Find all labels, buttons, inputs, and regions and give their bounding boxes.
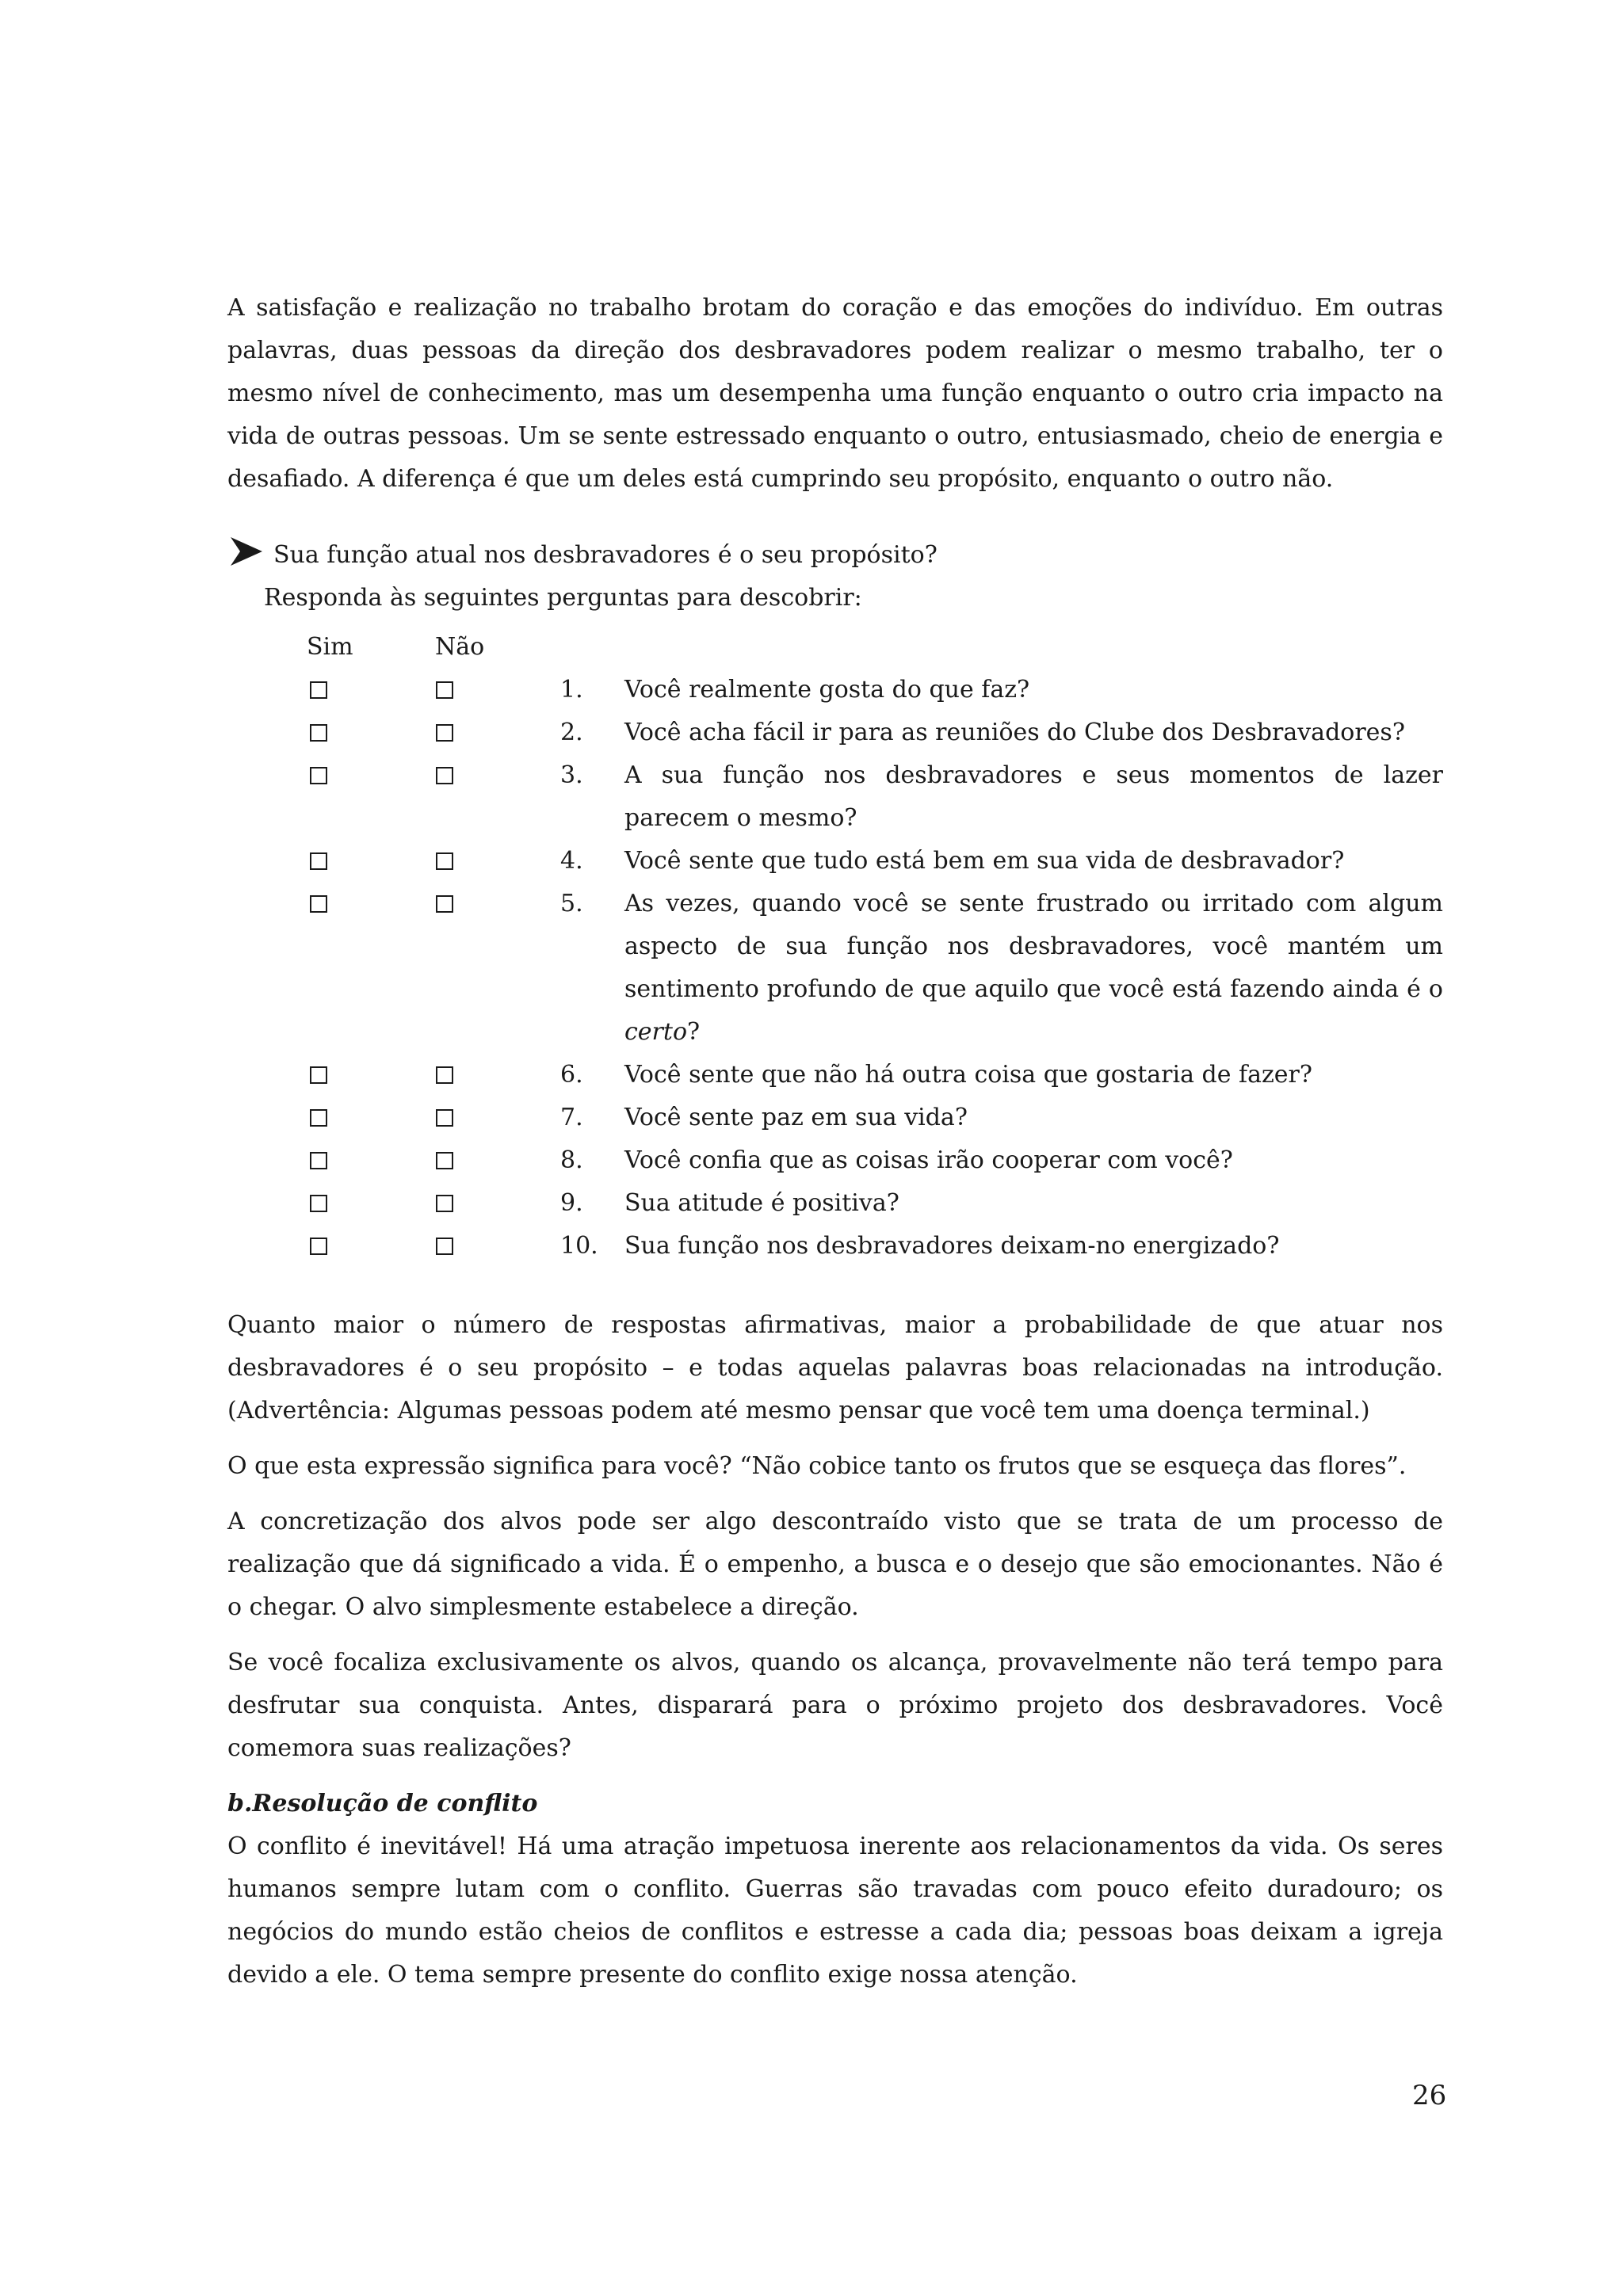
question-number: 9. — [560, 1189, 583, 1217]
question-row — [227, 840, 1443, 883]
checkbox-nao[interactable] — [436, 767, 453, 784]
checkbox-nao[interactable] — [436, 1066, 453, 1084]
question-row — [227, 1225, 1443, 1268]
achievements-paragraph: Se você focaliza exclusivamente os alvos, quando os alcança, provavelmente não terá tempo para desfrutar sua conquista. Antes, disparará para o próximo projeto dos desbravadores. Você comemora suas realizações? — [227, 1649, 1443, 1762]
question-number: 4. — [560, 847, 583, 875]
checkbox-nao[interactable] — [436, 1109, 453, 1127]
question-number: 10. — [560, 1232, 598, 1260]
question-number: 7. — [560, 1104, 583, 1131]
question-row — [227, 669, 1443, 711]
question-row — [227, 883, 1443, 1054]
checkbox-nao[interactable] — [436, 1152, 453, 1169]
column-nao-label: Não — [435, 633, 485, 661]
checkbox-sim[interactable] — [310, 1238, 327, 1255]
question-row — [227, 711, 1443, 754]
arrowhead-icon — [229, 536, 264, 567]
question-text — [624, 883, 1443, 1054]
question-text: Você realmente gosta do que faz? — [624, 676, 1030, 704]
question-number: 8. — [560, 1146, 583, 1174]
bullet-question-text: Sua função atual nos desbravadores é o seu propósito? — [273, 541, 938, 569]
question-bullet — [227, 534, 1443, 577]
questionnaire — [227, 626, 1443, 1268]
checkbox-sim[interactable] — [310, 767, 327, 784]
checkbox-sim[interactable] — [310, 681, 327, 699]
question-text: Você confia que as coisas irão cooperar com você? — [624, 1146, 1233, 1174]
intro-paragraph: A satisfação e realização no trabalho brotam do coração e das emoções do indivíduo. Em outras palavras, duas pessoas da direção dos desbravadores podem realizar o mesmo trabalho, ter o mesmo nível de conhecimento, mas um desempenha uma função enquanto o outro cria impacto na vida de outras pessoas. Um se sente estressado enquanto o outro, entusiasmado, cheio de energia e desafiado. A diferença é que um deles está cumprindo seu propósito, enquanto o outro não. — [227, 294, 1443, 493]
checkbox-sim[interactable] — [310, 1109, 327, 1127]
question-text: A sua função nos desbravadores e seus momentos de lazer parecem o mesmo? — [624, 761, 1443, 832]
checkbox-nao[interactable] — [436, 1195, 453, 1212]
checkbox-sim[interactable] — [310, 1066, 327, 1084]
expression-paragraph: O que esta expressão significa para você? “Não cobice tanto os frutos que se esqueça das flores”. — [227, 1452, 1407, 1480]
checkbox-sim[interactable] — [310, 852, 327, 870]
question-row — [227, 754, 1443, 840]
question-row — [227, 1054, 1443, 1097]
question-text: Você sente que tudo está bem em sua vida de desbravador? — [624, 847, 1345, 875]
questionnaire-header — [227, 626, 1443, 669]
checkbox-sim[interactable] — [310, 1152, 327, 1169]
question-number: 2. — [560, 719, 583, 746]
results-paragraph: Quanto maior o número de respostas afirmativas, maior a probabilidade de que atuar nos desbravadores é o seu propósito – e todas aquelas palavras boas relacionadas na introdução. (Advertência: Algumas pessoas podem até mesmo pensar que você tem uma doença terminal.) — [227, 1311, 1443, 1425]
column-sim-label: Sim — [307, 633, 353, 661]
question-text-main: As vezes, quando você se sente frustrado ou irritado com algum aspecto de sua função nos desbravadores, você mantém um sentimento profundo de que aquilo que você está fazendo ainda é o — [624, 890, 1443, 1003]
question-number: 5. — [560, 890, 583, 917]
checkbox-sim[interactable] — [310, 1195, 327, 1212]
question-text: Sua função nos desbravadores deixam-no energizado? — [624, 1232, 1280, 1260]
question-row — [227, 1139, 1443, 1182]
question-number: 3. — [560, 761, 583, 789]
question-text: Você acha fácil ir para as reuniões do Clube dos Desbravadores? — [624, 719, 1405, 746]
goals-paragraph: A concretização dos alvos pode ser algo descontraído visto que se trata de um processo de realização que dá significado a vida. É o empenho, a busca e o desejo que são emocionantes. Não é o chegar. O alvo simplesmente estabelece a direção. — [227, 1508, 1443, 1621]
checkbox-sim[interactable] — [310, 724, 327, 742]
conflict-paragraph: O conflito é inevitável! Há uma atração impetuosa inerente aos relacionamentos da vida. Os seres humanos sempre lutam com o conflito. Guerras são travadas com pouco efeito duradouro; os negócios do mundo estão cheios de conflitos e estresse a cada dia; pessoas boas deixam a igreja devido a ele. O tema sempre presente do conflito exige nossa atenção. — [227, 1833, 1443, 1989]
question-text: Sua atitude é positiva? — [624, 1189, 899, 1217]
checkbox-sim[interactable] — [310, 895, 327, 913]
question-row — [227, 1097, 1443, 1139]
checkbox-nao[interactable] — [436, 724, 453, 742]
section-heading: b.Resolução de conflito — [227, 1790, 538, 1817]
instruction-text: Responda às seguintes perguntas para descobrir: — [264, 584, 862, 612]
checkbox-nao[interactable] — [436, 1238, 453, 1255]
question-text-end: ? — [687, 1018, 701, 1046]
question-text: Você sente que não há outra coisa que gostaria de fazer? — [624, 1061, 1312, 1089]
checkbox-nao[interactable] — [436, 895, 453, 913]
question-number: 6. — [560, 1061, 583, 1089]
question-number: 1. — [560, 676, 583, 704]
page-content — [227, 287, 1443, 1997]
page-number: 26 — [1412, 2080, 1447, 2111]
question-text-italic: certo — [624, 1018, 688, 1046]
question-text: Você sente paz em sua vida? — [624, 1104, 968, 1131]
question-row — [227, 1182, 1443, 1225]
checkbox-nao[interactable] — [436, 681, 453, 699]
checkbox-nao[interactable] — [436, 852, 453, 870]
